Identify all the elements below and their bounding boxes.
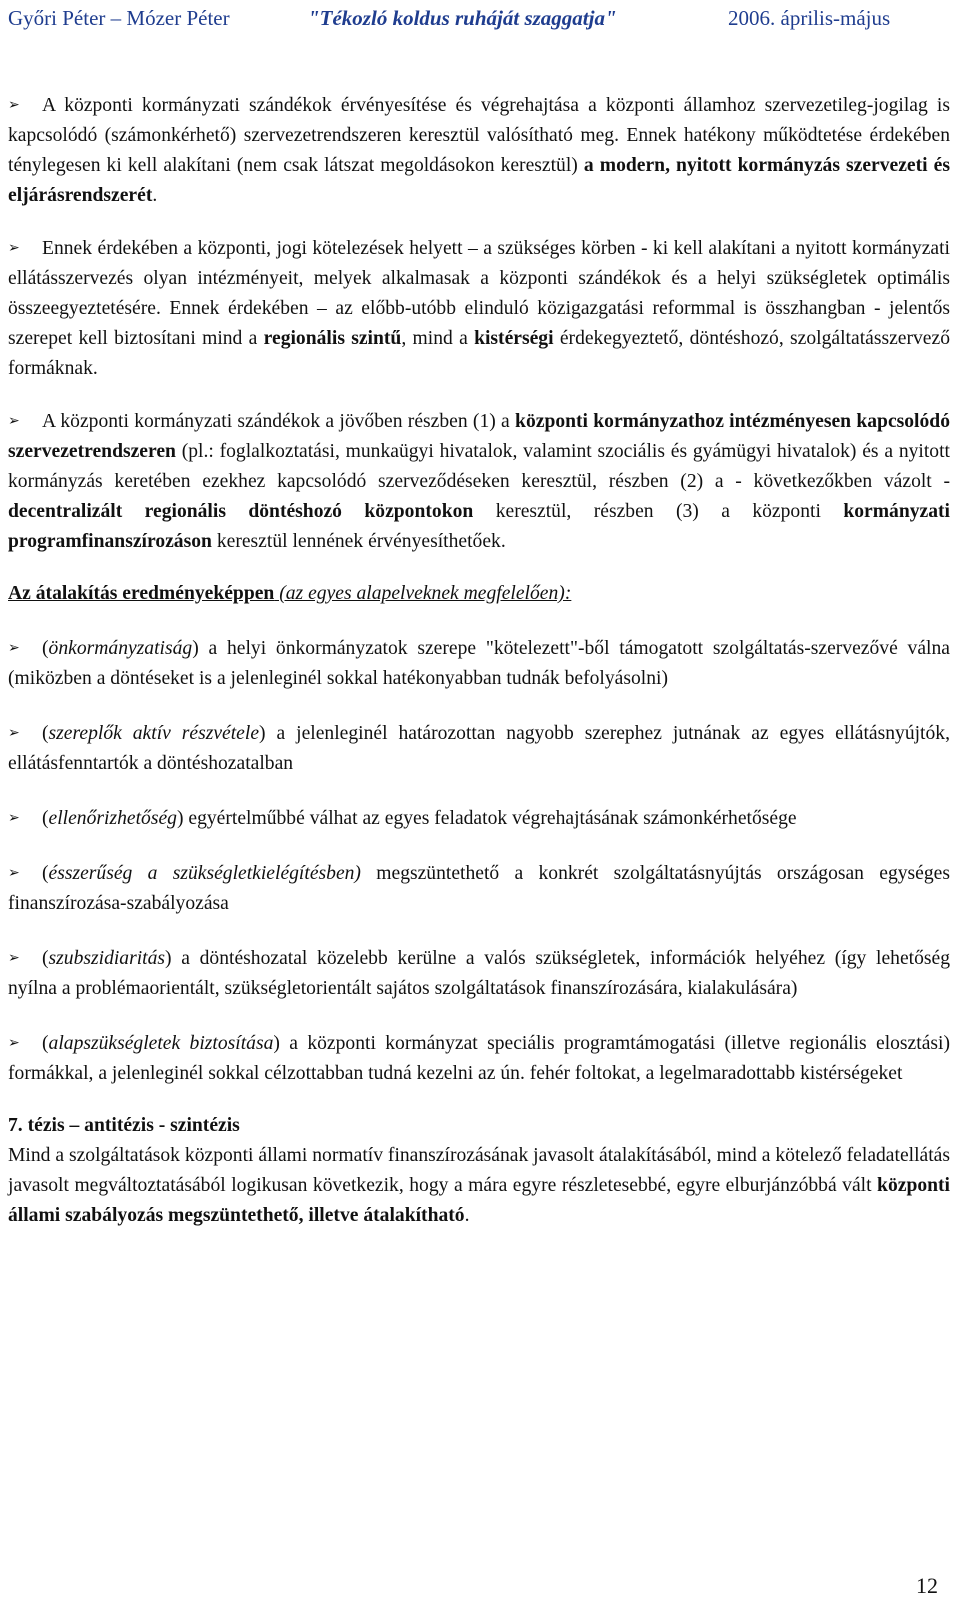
arrow-bullet-icon: ➢ (8, 240, 20, 256)
document-body (8, 90, 950, 1231)
list-item-text: ) egyértelműbbé válhat az egyes feladatok végrehajtásának számonkérhetősége (176, 808, 797, 829)
thesis-text-1: Mind a szolgáltatások központi állami normatív finanszírozásának javasolt átalakításából, mind a kötelező feladatellátás javasolt megváltoztatásából logikusan következik, hogy a mára egyre részletesebbé, egyre elburjánzóbbá vált (8, 1145, 950, 1196)
list-item-italic: ésszerűség a szükségletkielégítésben) (48, 863, 361, 884)
p3-text-1: A központi kormányzati szándékok a jövőben részben (1) a (42, 411, 516, 432)
arrow-bullet-icon: ➢ (8, 950, 20, 966)
header-author: Győri Péter – Mózer Péter (8, 6, 230, 30)
section-heading (8, 579, 950, 609)
list-item-text: ) a jelenleginél határozottan nagyobb szerephez jutnának az egyes ellátásnyújtók, ellátásfenntartók a döntéshozatalban (8, 723, 950, 774)
arrow-bullet-icon: ➢ (8, 97, 20, 113)
p3-bold-2: decentralizált regionális döntéshozó központokon (8, 501, 474, 522)
p3-bold-1: központi kormányzathoz intézményesen kapcsolódó szervezetrendszeren (8, 411, 950, 462)
thesis-bold-1: központi állami szabályozás megszüntethető, illetve átalakítható (8, 1175, 950, 1226)
p2-text-3: érdekegyeztető, döntéshozó, szolgáltatásszervező formáknak. (8, 328, 950, 379)
list-item: ➢ (szereplők aktív részvétele) a jelenleginél határozottan nagyobb szerephez jutnának az egyes ellátásnyújtók, ellátásfenntartók a döntéshozatalban (8, 718, 950, 779)
list-item-italic: ellenőrizhetőség (48, 808, 177, 829)
arrow-bullet-icon: ➢ (8, 865, 20, 881)
list-item-italic: szubszidiaritás (48, 948, 166, 969)
arrow-bullet-icon: ➢ (8, 413, 20, 429)
list-item: ➢ (önkormányzatiság) a helyi önkormányzatok szerepe "kötelezett"-ből támogatott szolgáltatás-szervezővé válna (miközben a döntéseket is a jelenleginél sokkal hatékonyabban tudnák befolyásolni) (8, 633, 950, 694)
list-item-text: ) a döntéshozatal közelebb kerülne a valós szükségletek, információk helyéhez (így lehetőség nyílna a problémaorientált, szükségletorientált sajátos szolgáltatások finanszírozására, kialakulására) (8, 948, 950, 999)
p1-bold-1: a modern, nyitott kormányzás szervezeti és eljárásrendszerét (8, 155, 950, 206)
p1-text-1: A központi kormányzati szándékok érvényesítése és végrehajtása a központi államhoz szervezetileg-jogilag is kapcsolódó (számonkérhető) szervezetrendszeren keresztül valósítható meg. Ennek hatékony működtetése érdekében ténylegesen ki kell alakítani (nem csak látszat megoldásokon keresztül) (8, 95, 950, 176)
page-header (8, 6, 958, 36)
list-item-text: ) a helyi önkormányzatok szerepe "kötelezett"-ből támogatott szolgáltatás-szervezővé válna (miközben a döntéseket is a jelenleginél sokkal hatékonyabban tudnák befolyásolni) (8, 638, 950, 689)
page-number: 12 (916, 1573, 938, 1598)
paragraph-2 (8, 233, 950, 384)
p3-bold-3: kormányzati programfinanszírozáson (8, 501, 950, 552)
list-item-italic: alapszükségletek biztosítása (48, 1033, 274, 1054)
p2-text-1: Ennek érdekében a központi, jogi kötelezések helyett – a szükséges körben - ki kell alakítani a nyitott kormányzati ellátásszervezés olyan intézményeit, melyek alkalmasak a központi szándékok és a helyi szükségletek optimális összeegyeztetésére. Ennek érdekében – az előbb-utóbb elinduló közigazgatási reformmal is összhangban - jelentős szerepet kell biztosítani mind a (8, 238, 950, 349)
p3-text-4: keresztül lennének érvényesíthetőek. (211, 531, 506, 552)
thesis-title: 7. tézis – antitézis - szintézis (8, 1115, 240, 1136)
list-item-italic: szereplők aktív részvétele (48, 723, 260, 744)
paragraph-3 (8, 406, 950, 557)
list-item-text: ) a központi kormányzat speciális programtámogatási (illetve regionális elosztási) formákkal, a jelenleginél sokkal célzottabban tudná kezelni az ún. fehér foltokat, a legelmaradottabb kistérségeket (8, 1033, 950, 1084)
heading-italic: (az egyes alapelveknek megfelelően): (274, 583, 572, 604)
heading-bold: Az átalakítás eredményeképpen (8, 583, 275, 604)
header-title: "Tékozló koldus ruháját szaggatja" (308, 6, 617, 30)
paragraph-1 (8, 90, 950, 211)
list-item: ➢ (ellenőrizhetőség) egyértelműbbé válhat az egyes feladatok végrehajtásának számonkérhetősége (8, 803, 950, 834)
list-item-text: megszüntethető a konkrét szolgáltatásnyújtás országosan egységes finanszírozása-szabályozása (8, 863, 950, 914)
p3-text-2: (pl.: foglalkoztatási, munkaügyi hivatalok, valamint szociális és gyámügyi hivatalok) és a nyitott kormányzás keretében ezekhez kapcsolódó szerveződéseken keresztül, részben (2) a - következőkben vázolt - (8, 441, 950, 492)
p1-text-2: . (152, 185, 158, 206)
list-item: ➢ (ésszerűség a szükségletkielégítésben) megszüntethető a konkrét szolgáltatásnyújtás országosan egységes finanszírozása-szabályozása (8, 858, 950, 919)
thesis-paragraph (8, 1141, 950, 1231)
p3-text-3: keresztül, részben (3) a központi (473, 501, 844, 522)
arrow-bullet-icon: ➢ (8, 640, 20, 656)
arrow-bullet-icon: ➢ (8, 810, 20, 826)
list-item: ➢ (szubszidiaritás) a döntéshozatal közelebb kerülne a valós szükségletek, információk helyéhez (így lehetőség nyílna a problémaorientált, szükségletorientált sajátos szolgáltatások finanszírozására, kialakulására) (8, 943, 950, 1004)
list-item-italic: önkormányzatiság (48, 638, 193, 659)
p2-text-2: , mind a (401, 328, 475, 349)
p2-bold-1: regionális szintű (263, 328, 402, 349)
list-item: ➢ (alapszükségletek biztosítása) a központi kormányzat speciális programtámogatási (illetve regionális elosztási) formákkal, a jelenleginél sokkal célzottabban tudná kezelni az ún. fehér foltokat, a legelmaradottabb kistérségeket (8, 1028, 950, 1089)
thesis-text-2: . (464, 1205, 470, 1226)
arrow-bullet-icon: ➢ (8, 1035, 20, 1051)
arrow-bullet-icon: ➢ (8, 725, 20, 741)
p2-bold-2: kistérségi (474, 328, 554, 349)
header-date: 2006. április-május (728, 6, 891, 30)
